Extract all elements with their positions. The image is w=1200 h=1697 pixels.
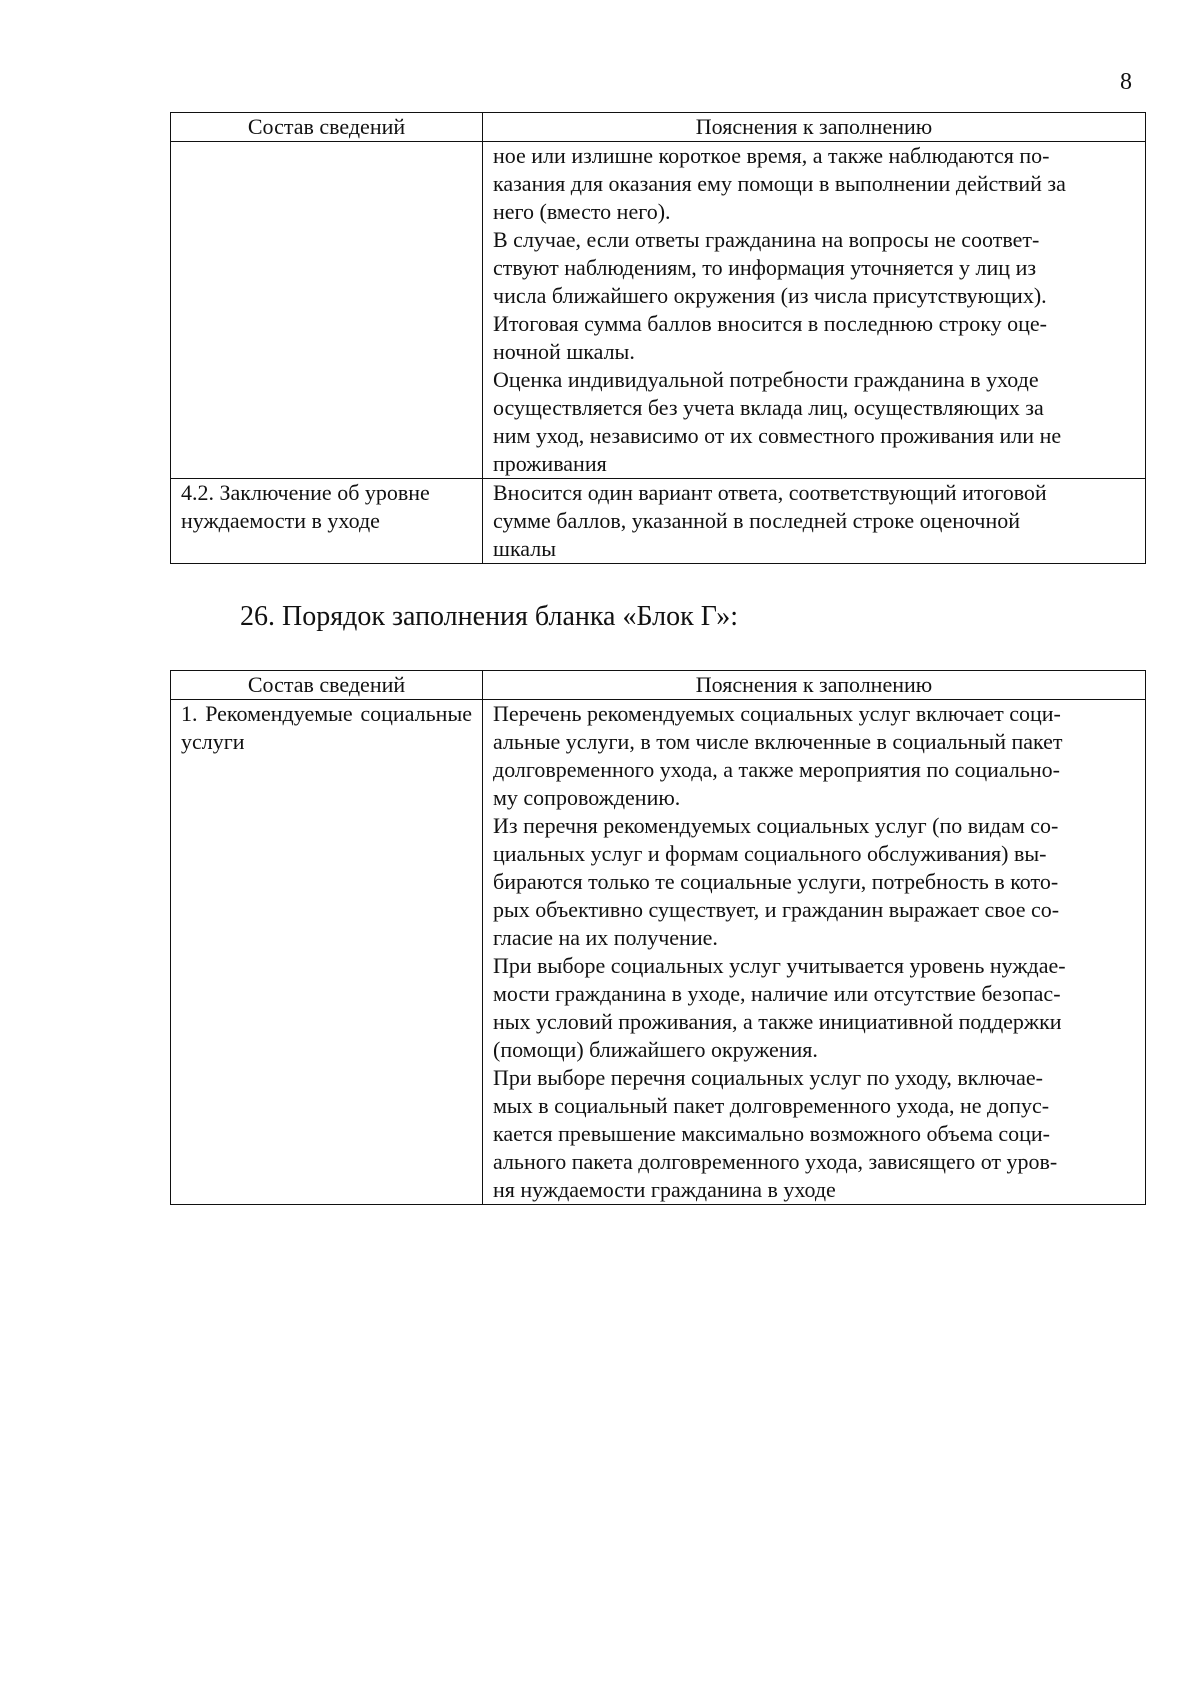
table-row — [171, 479, 1146, 564]
explanations-table-continued — [170, 112, 1146, 564]
row-explanation: Вносится один вариант ответа, соответствующий итоговой сумме баллов, указанной в последней строке оценочной шкалы — [483, 479, 1146, 564]
row-label: 4.2. Заключение об уровне нуждаемости в уходе — [171, 479, 483, 564]
table-header-row — [171, 113, 1146, 142]
header-explanations: Пояснения к заполнению — [483, 113, 1146, 142]
row-label: 1. Рекомендуемые социальные услуги — [171, 700, 483, 1205]
section-heading: 26. Порядок заполнения бланка «Блок Г»: — [240, 601, 739, 632]
row-label — [171, 142, 483, 479]
header-explanations: Пояснения к заполнению — [483, 671, 1146, 700]
table-row — [171, 700, 1146, 1205]
table-header-row — [171, 671, 1146, 700]
header-composition: Состав сведений — [171, 113, 483, 142]
header-composition: Состав сведений — [171, 671, 483, 700]
page-number: 8 — [1120, 69, 1132, 95]
block-g-table — [170, 670, 1146, 1205]
row-explanation: Перечень рекомендуемых социальных услуг включает соци- альные услуги, в том числе включенные в социальный пакет долговременного ухода, а также мероприятия по социально- му сопровождению. Из перечня рекомендуемых социальных услуг (по видам со- циальных услуг и формам социального обслуживания) вы- бираются только те социальные услуги, потребность в кото- рых объективно существует, и гражданин выражает свое со- гласие на их получение. При выборе социальных услуг учитывается уровень нуждае- мости гражданина в уходе, наличие или отсутствие безопас- ных условий проживания, а также инициативной поддержки (помощи) ближайшего окружения. При выборе перечня социальных услуг по уходу, включае- мых в социальный пакет долговременного ухода, не допус- кается превышение максимально возможного объема соци- ального пакета долговременного ухода, зависящего от уров- ня нуждаемости гражданина в уходе — [483, 700, 1146, 1205]
row-explanation: ное или излишне короткое время, а также наблюдаются по- казания для оказания ему помощи в выполнении действий за него (вместо него). В случае, если ответы гражданина на вопросы не соответ- ствуют наблюдениям, то информация уточняется у лиц из числа ближайшего окружения (из числа присутствующих). Итоговая сумма баллов вносится в последнюю строку оце- ночной шкалы. Оценка индивидуальной потребности гражданина в уходе осуществляется без учета вклада лиц, осуществляющих за ним уход, независимо от их совместного проживания или не проживания — [483, 142, 1146, 479]
table-row — [171, 142, 1146, 479]
